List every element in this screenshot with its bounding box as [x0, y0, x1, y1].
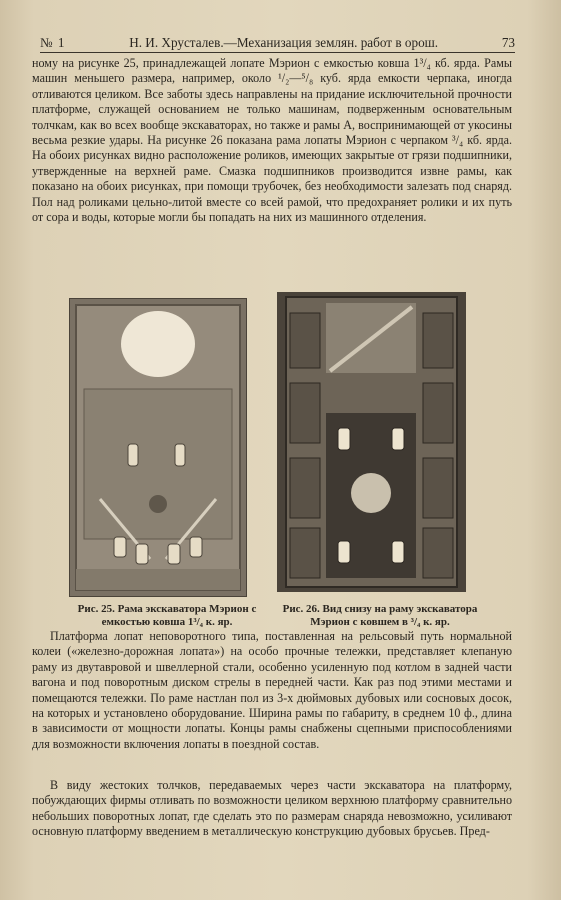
figure-26-caption: Рис. 26. Вид снизу на раму экскаватора Мэрион с ковшем в ³/₄ к. яр. — [282, 603, 478, 628]
figure-26-photo — [277, 292, 466, 592]
figure-25-photo — [69, 298, 247, 597]
page-number: 73 — [501, 35, 515, 50]
issue-number: № 1 — [40, 35, 66, 50]
paragraph-1: ному на рисунке 25, принадлежащей лопате Мэрион с емкостью ковша 1³/₄ кб. ярда. Рамы машин меньшего размера, например, около ¹/₂—⁵/₈ куб. ярда емкости черпака, иногда отливаются целиком. Все заботы здесь направлены на придание исключительной прочности платформе, служащей основанием не только машинам, подверженным основательным толчкам, как во всех вообще экскаваторах, но также и рамы А, воспринимающей от укосины весьма резкие удары. На рисунке 26 показана рама лопаты Мэрион с черпаком ³/₄ кб. ярда. На обоих рисунках видно расположение роликов, имеющих закрытые от грязи подшипники, утвержденные на верхней раме. Смазка подшипников производится извне рамы, как показано на обоих рисунках, при помощи трубочек, без необходимости залезать под снаряд. Пол над роликами цельно-литой вместе со всей рамой, что предохраняет ролики и их путь от сора и воды, которые могли бы попадать на них из машинного отделения. — [32, 56, 512, 225]
running-title: Н. И. Хрусталев.—Механизация землян. работ в орош. — [129, 35, 439, 50]
running-header — [40, 35, 515, 53]
paragraph-2: Платформа лопат неповоротного типа, поставленная на рельсовый путь нормальной колеи («железно-дорожная лопата») на особо прочные тележки, представляет клепаную раму из двутавровой и швеллерной стали, особенно усиленную под котлом в задней части вагона и под поворотным диском стрелы в передней части. Как раз под этими местами и помещаются тележки. По раме настлан пол из 3-х дюймовых дубовых или сосновых досок, на которых и установлено оборудование. Ширина рамы по габариту, в среднем 10 ф., длина в зависимости от мощности лопаты. Концы рамы снабжены сцепными приспособлениями для возможности включения лопаты в поездной состав. — [32, 629, 512, 751]
paragraph-3: В виду жестоких толчков, передаваемых через части экскаватора на платформу, побуждающих фирмы отливать по возможности целиком верхнюю платформу сравнительно небольших поворотных лопат, где сделать это по размерам снаряда невозможно, усиливают основную платформу введением в металлическую конструкцию дубовых брусьев. Пред- — [32, 778, 512, 839]
figure-25-caption: Рис. 25. Рама экскаватора Мэрион с емкостью ковша 1³/₄ к. яр. — [77, 603, 257, 628]
